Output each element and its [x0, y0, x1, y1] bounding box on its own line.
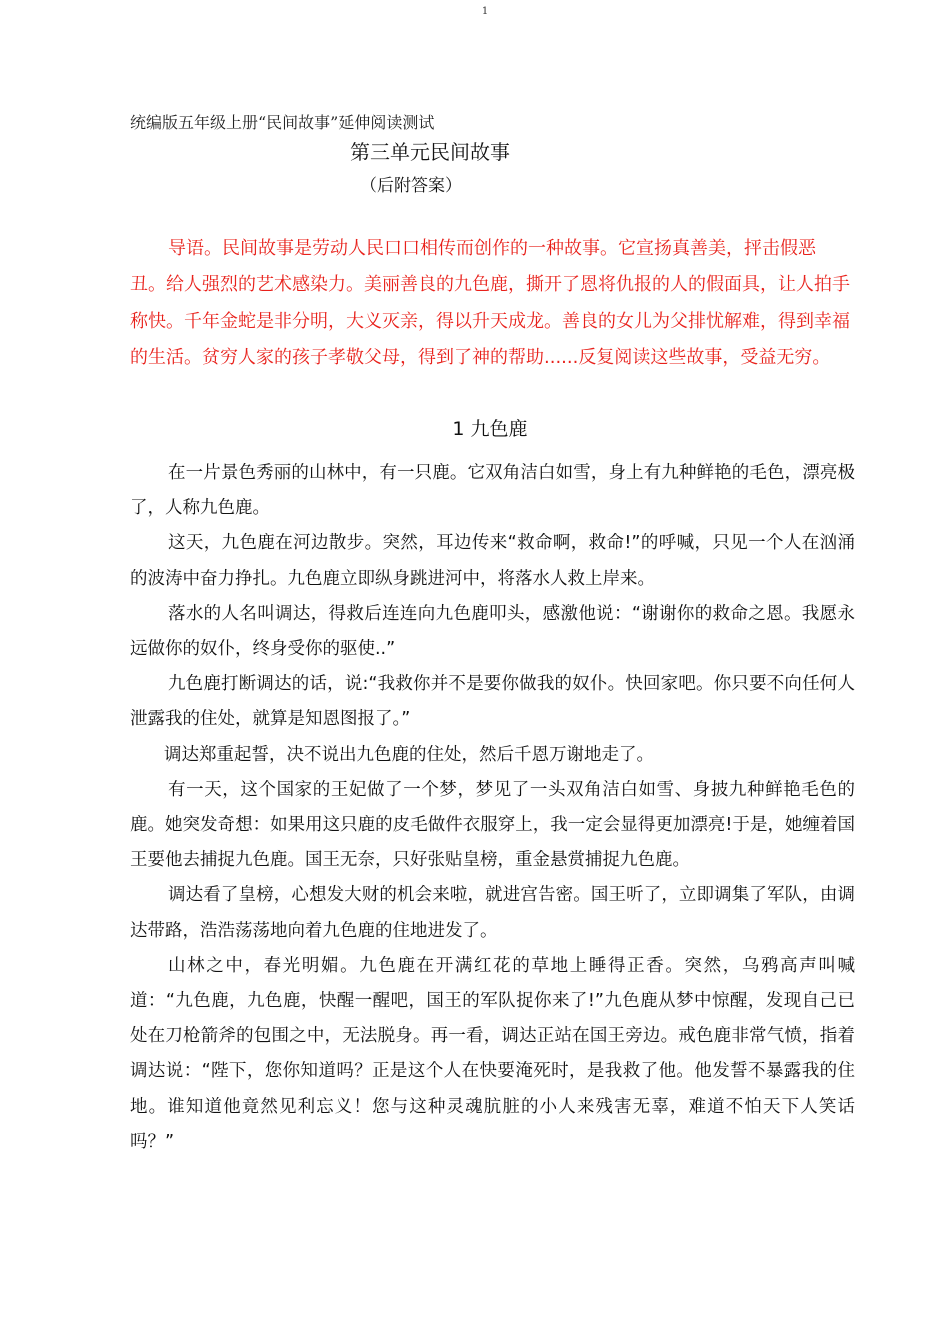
story-paragraph: 落水的人名叫调达，得救后连连向九色鹿叩头，感激他说：“谢谢你的救命之恩。我愿永远做你的奴仆，终身受你的驱使..”: [130, 603, 855, 660]
intro-block: [130, 231, 850, 377]
answer-note: （后附答案）: [360, 176, 462, 196]
intro-paragraph: 导语。民间故事是劳动人民口口相传而创作的一种故事。它宣扬真善美，抨击假恶丑。给人强烈的艺术感染力。美丽善良的九色鹿，撕开了恩将仇报的人的假面具，让人拍手称快。千年金蛇是非分明，大义灭亲，得以升天成龙。善良的女儿为父排忧解难，得到幸福的生活。贫穷人家的孩子孝敬父母，得到了神的帮助......反复阅读这些故事，受益无穷。: [130, 238, 850, 369]
story-paragraph: 九色鹿打断调达的话，说:“我救你并不是要你做我的奴仆。快回家吧。你只要不向任何人泄露我的住处，就算是知恩图报了。”: [130, 674, 855, 730]
story-paragraph: 调达看了皇榜，心想发大财的机会来啦，就进宫告密。国王听了，立即调集了军队，由调达带路，浩浩荡荡地向着九色鹿的住地进发了。: [130, 885, 855, 941]
series-title: 统编版五年级上册“民间故事”延伸阅读测试: [130, 113, 435, 132]
page-number: 1: [481, 6, 489, 17]
story-title: 1 九色鹿: [452, 418, 528, 440]
story-body: [130, 456, 855, 1160]
story-paragraph: 调达郑重起誓，决不说出九色鹿的住处，然后千恩万谢地走了。: [164, 744, 654, 765]
story-paragraph: 这天，九色鹿在河边散步。突然，耳边传来“救命啊，救命!”的呼喊，只见一个人在汹涌的波涛中奋力挣扎。九色鹿立即纵身跳进河中，将落水人救上岸来。: [130, 533, 855, 589]
story-paragraph: 有一天，这个国家的王妃做了一个梦，梦见了一头双角洁白如雪、身披九种鲜艳毛色的鹿。她突发奇想：如果用这只鹿的皮毛做件衣服穿上，我一定会显得更加漂亮!于是，她缠着国王要他去捕捉九色鹿。国王无奈，只好张贴皇榜，重金悬赏捕捉九色鹿。: [130, 779, 855, 871]
story-paragraph: 山林之中，春光明媚。九色鹿在开满红花的草地上睡得正香。突然，乌鸦高声叫喊道：“九色鹿，九色鹿，快醒一醒吧，国王的军队捉你来了!”九色鹿从梦中惊醒，发现自己已处在刀枪箭斧的包围之中，无法脱身。再一看，调达正站在国王旁边。戒色鹿非常气愤，指着调达说：“陛下，您你知道吗？正是这个人在快要淹死时，是我救了他。他发誓不暴露我的住地。谁知道他竟然见利忘义！您与这种灵魂肮脏的小人来残害无辜，难道不怕天下人笑话吗？”: [130, 955, 855, 1152]
story-paragraph: 在一片景色秀丽的山林中，有一只鹿。它双角洁白如雪，身上有九种鲜艳的毛色，漂亮极了，人称九色鹿。: [130, 463, 855, 519]
unit-title: 第三单元民间故事: [350, 140, 510, 164]
